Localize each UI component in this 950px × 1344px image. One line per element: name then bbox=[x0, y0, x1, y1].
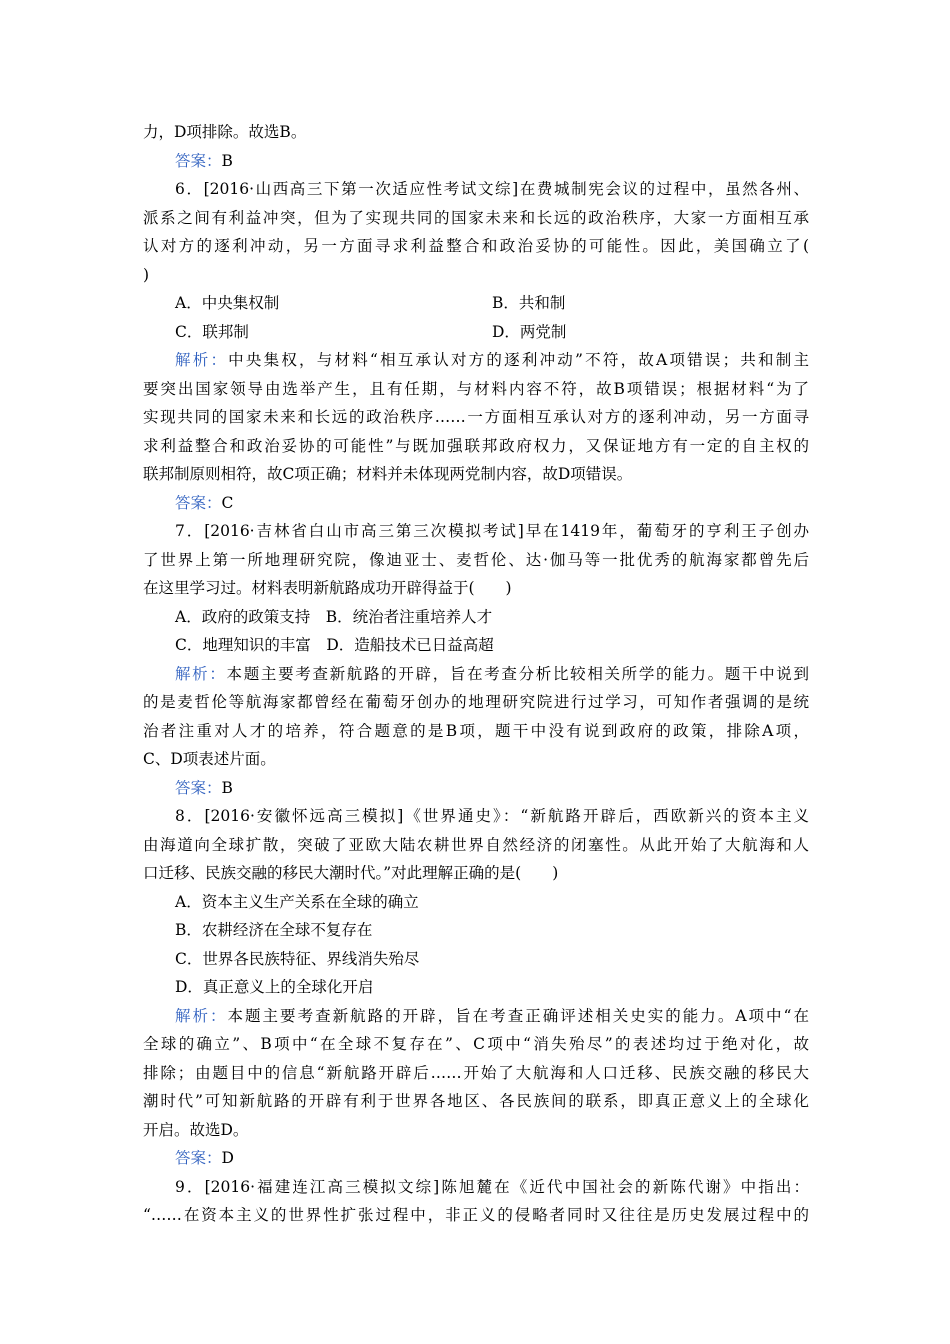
option-b: B．农耕经济在全球不复存在 bbox=[175, 921, 373, 939]
answer-line bbox=[143, 1144, 809, 1173]
question-line: 6．[2016·山西高三下第一次适应性考试文综]在费城制宪会议的过程中，虽然各州、 bbox=[175, 180, 809, 198]
explanation-line bbox=[143, 660, 809, 689]
option-a: A．中央集权制 bbox=[175, 294, 280, 312]
explanation-line: 潮时代”可知新航路的开辟有利于世界各地区、各民族间的联系，即真正意义上的全球化 bbox=[143, 1092, 809, 1110]
question-line: 认对方的逐利冲动，另一方面寻求利益整合和政治妥协的可能性。因此，美国确立了( bbox=[143, 237, 809, 255]
explanation-label: 解析： bbox=[175, 664, 227, 683]
options-line: C．地理知识的丰富 D．造船技术已日益高超 bbox=[175, 636, 494, 654]
question-line: “……在资本主义的世界性扩张过程中，非正义的侵略者同时又往往是历史发展过程中的 bbox=[143, 1206, 809, 1224]
question-line: 7．[2016·吉林省白山市高三第三次模拟考试]早在1419年，葡萄牙的亨利王子创办 bbox=[175, 522, 809, 540]
explanation-text: 本题主要考查新航路的开辟，旨在考查正确评述相关史实的能力。A项中“在 bbox=[227, 1006, 809, 1025]
explanation-line bbox=[143, 1002, 809, 1031]
question-line: 派系之间有利益冲突，但为了实现共同的国家未来和长远的政治秩序，大家一方面相互承 bbox=[143, 208, 809, 227]
answer-line bbox=[143, 489, 809, 518]
answer-value: D bbox=[221, 1149, 234, 1167]
explanation-text: 中央集权，与材料“相互承认对方的逐利冲动”不符，故A项错误；共和制主 bbox=[228, 351, 809, 369]
answer-label: 答案： bbox=[175, 778, 222, 797]
explanation-label: 解析： bbox=[175, 1006, 228, 1025]
explanation-line: 治者注重对人才的培养，符合题意的是B项，题干中没有说到政府的政策，排除A项， bbox=[143, 721, 809, 740]
option-c: C．世界各民族特征、界线消失殆尽 bbox=[175, 949, 420, 968]
option-d: D．两党制 bbox=[492, 322, 567, 341]
answer-value: C bbox=[221, 493, 234, 512]
text-line: 力，D项排除。故选B。 bbox=[143, 123, 307, 141]
explanation-line bbox=[143, 346, 809, 375]
question-line: ) bbox=[143, 265, 150, 284]
explanation-line: 全球的确立”、B项中“在全球不复存在”、C项中“消失殆尽”的表述均过于绝对化，故 bbox=[143, 1035, 809, 1053]
question-line: 口迁移、民族交融的移民大潮时代。”对此理解正确的是( ) bbox=[143, 864, 559, 882]
explanation-line: 开启。故选D。 bbox=[143, 1120, 249, 1139]
answer-label: 答案： bbox=[175, 151, 222, 170]
answer-label: 答案： bbox=[175, 1149, 222, 1167]
explanation-line: 的是麦哲伦等航海家都曾经在葡萄牙创办的地理研究院进行过学习，可知作者强调的是统 bbox=[143, 693, 809, 711]
answer-line bbox=[143, 774, 809, 803]
question-line: 由海道向全球扩散，突破了亚欧大陆农耕世界自然经济的闭塞性。从此开始了大航海和人 bbox=[143, 835, 809, 854]
explanation-line: 实现共同的国家未来和长远的政治秩序……一方面相互承认对方的逐利冲动，另一方面寻 bbox=[143, 408, 809, 426]
options-row bbox=[143, 289, 809, 318]
option-d: D．真正意义上的全球化开启 bbox=[175, 978, 374, 996]
explanation-text: 本题主要考查新航路的开辟，旨在考查分析比较相关所学的能力。题干中说到 bbox=[226, 664, 809, 683]
explanation-line: C、D项表述片面。 bbox=[143, 750, 276, 768]
answer-value: B bbox=[221, 151, 233, 170]
explanation-line: 联邦制原则相符，故C项正确；材料并未体现两党制内容，故D项错误。 bbox=[143, 465, 633, 483]
question-line: 了世界上第一所地理研究院，像迪亚士、麦哲伦、达·伽马等一批优秀的航海家都曾先后 bbox=[143, 550, 809, 569]
answer-line bbox=[143, 147, 809, 176]
question-line: 8．[2016·安徽怀远高三模拟]《世界通史》：“新航路开辟后，西欧新兴的资本主义 bbox=[175, 807, 809, 825]
answer-label: 答案： bbox=[175, 493, 222, 512]
options-row bbox=[143, 318, 809, 347]
explanation-line: 求利益整合和政治妥协的可能性”与既加强联邦政府权力，又保证地方有一定的自主权的 bbox=[143, 436, 809, 455]
option-c: C．联邦制 bbox=[175, 322, 249, 341]
question-line: 在这里学习过。材料表明新航路成功开辟得益于( ) bbox=[143, 579, 512, 597]
explanation-label: 解析： bbox=[175, 351, 229, 369]
explanation-line: 要突出国家领导由选举产生，且有任期，与材料内容不符，故B项错误；根据材料“为了 bbox=[143, 379, 809, 398]
options-line: A．政府的政策支持 B．统治者注重培养人才 bbox=[175, 607, 493, 626]
question-line: 9．[2016·福建连江高三模拟文综]陈旭麓在《近代中国社会的新陈代谢》中指出： bbox=[175, 1177, 809, 1196]
document-body bbox=[143, 118, 809, 1230]
option-a: A．资本主义生产关系在全球的确立 bbox=[175, 892, 419, 911]
answer-value: B bbox=[221, 778, 233, 797]
option-b: B．共和制 bbox=[492, 294, 566, 312]
explanation-line: 排除；由题目中的信息“新航路开辟后……开始了大航海和人口迁移、民族交融的移民大 bbox=[143, 1063, 809, 1082]
